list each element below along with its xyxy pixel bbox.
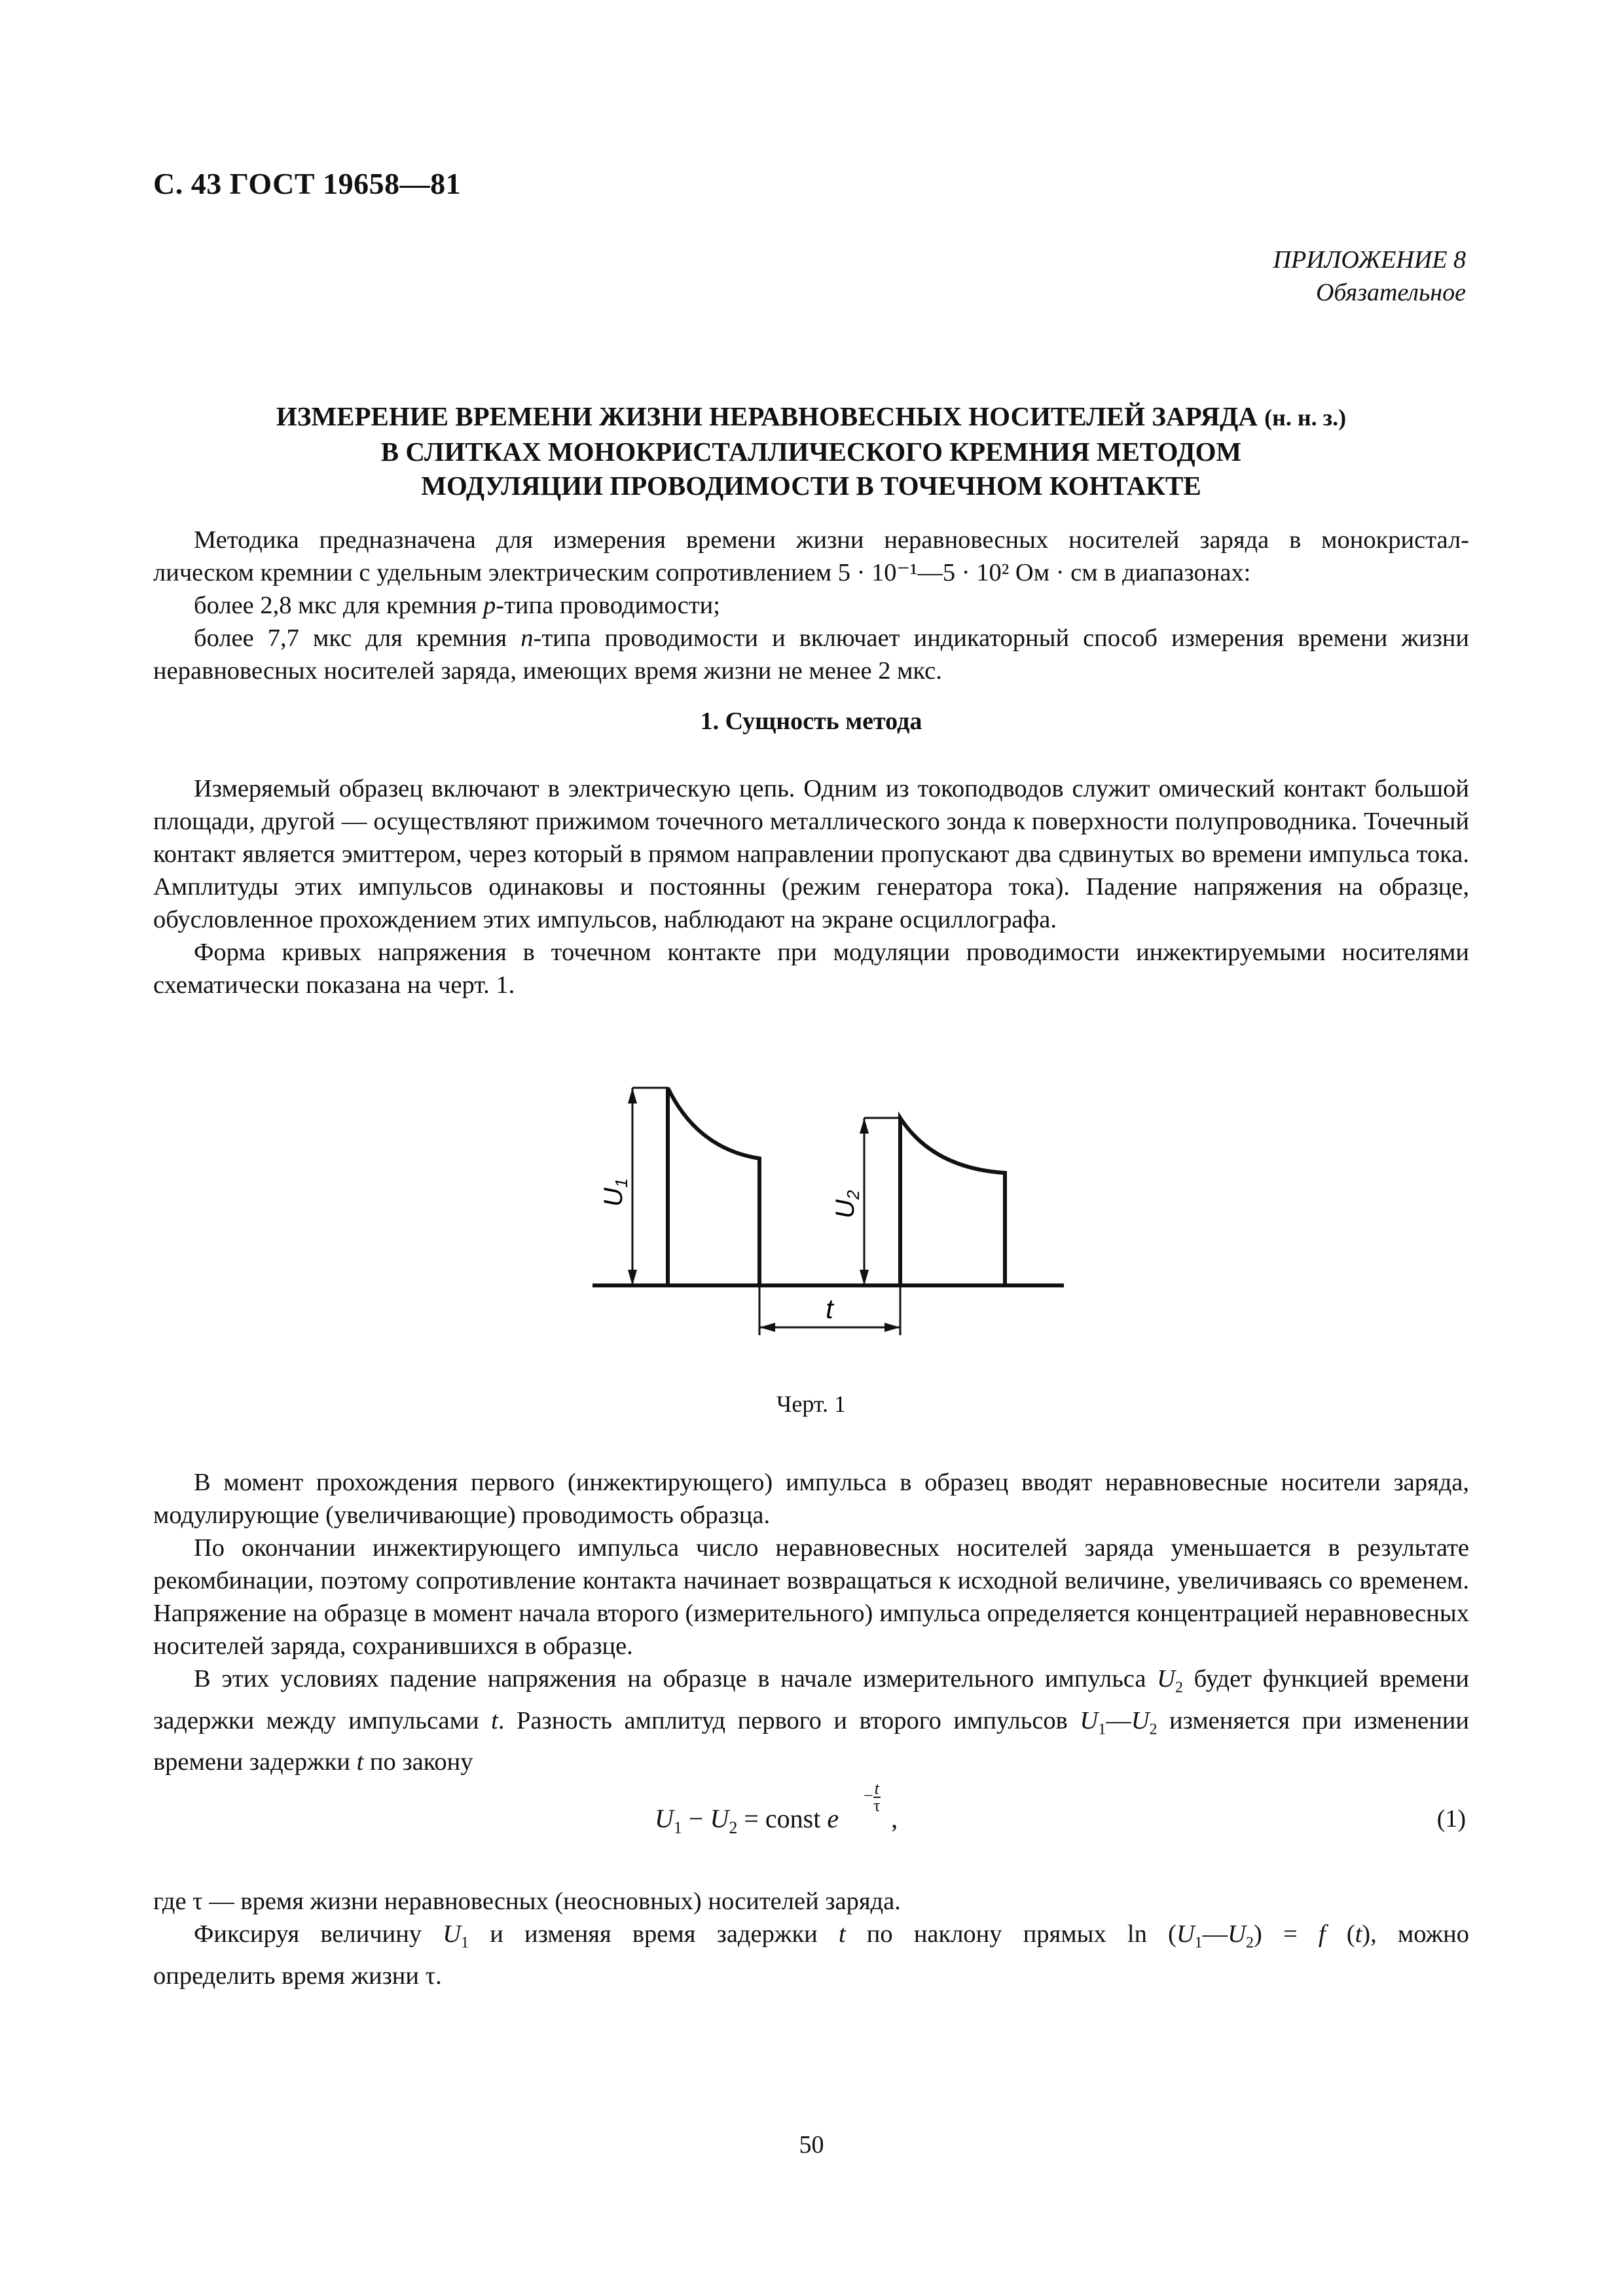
where-line: где τ — время жизни неравновесных (неосновных) носителей заряда.: [153, 1888, 901, 1915]
page-number: 50: [799, 2131, 824, 2159]
u2-arrow-bottom: [860, 1270, 869, 1285]
essence-paragraph-2: Форма кривых напряжения в точечном контакте при модуляции проводимости инжектируемыми носителями схематически показана на черт. 1.: [153, 939, 1469, 999]
title-line-3: МОДУЛЯЦИИ ПРОВОДИМОСТИ В ТОЧЕЧНОМ КОНТАКТЕ: [421, 471, 1201, 501]
intro-line-1: Методика предназначена для измерения времени жизни неравновесных носителей заряда в монокристал-: [194, 526, 1469, 554]
essence-paragraph-1: Измеряемый образец включают в электрическую цепь. Одним из токоподводов служит омический контакт большой площади, другой — осуществляют прижимом точечного металлического зонда к поверхности полупроводника. Точечный контакт является эмиттером, через который в прямом направлении пропускают два сдвинутых во времени импульса тока. Амплитуды этих импульсов одинаковы и постоянны (режим генератора тока). Падение напряжения на образце, обусловленное прохождением этих импульсов, наблюдают на экране осциллографа.: [153, 775, 1469, 933]
annex-block: [1273, 243, 1466, 309]
u1-label: $U_1$: [599, 1178, 631, 1207]
u1-arrow-bottom: [628, 1270, 637, 1285]
annex-title: ПРИЛОЖЕНИЕ 8: [1273, 246, 1466, 274]
formula-number: (1): [1436, 1805, 1466, 1833]
intro-text: [153, 524, 1469, 687]
u2-arrow-top: [860, 1118, 869, 1134]
figure-caption: Черт. 1: [776, 1391, 846, 1417]
formula-1: $U_1 - U_2$ = const e − $\frac{t}{\tau}$ ,: [655, 1779, 898, 1837]
fix-line-2: определить время жизни τ.: [153, 1962, 442, 1990]
pulse-diagram: [576, 1073, 1100, 1355]
title-line-2: В СЛИТКАХ МОНОКРИСТАЛЛИЧЕСКОГО КРЕМНИЯ МЕТОДОМ: [380, 437, 1242, 467]
document-title: [153, 399, 1469, 503]
explanation-paragraph-1: В момент прохождения первого (инжектирующего) импульса в образец вводят неравновесные носители заряда, модулирующие (увеличивающие) проводимость образца.: [153, 1469, 1469, 1529]
section-heading: 1. Сущность метода: [700, 708, 922, 735]
document-header: С. 43 ГОСТ 19658—81: [153, 167, 462, 200]
u1-arrow-top: [628, 1088, 637, 1103]
formula-exponent: − $\frac{t}{\tau}$: [864, 1779, 881, 1815]
u2-label: $U_2$: [831, 1190, 863, 1219]
intro-n-type: более 7,7 мкс для кремния n-типа проводимости и включает индикаторный способ измерения времени жизни неравновесных носителей заряда, имеющих время жизни не менее 2 мкс.: [153, 624, 1470, 685]
intro-p-type: более 2,8 мкс для кремния p-типа проводимости;: [194, 592, 720, 619]
pulse-2: [900, 1118, 1005, 1285]
explanation-paragraph-3: В этих условиях падение напряжения на образце в начале измерительного импульса $U_2$ будет функцией времени задержки между импульсами t. Разность амплитуд первого и второго импульсов $U_1—U_2$ изменяется при изменении времени задержки t по закону: [153, 1665, 1470, 1776]
t-label: t: [826, 1293, 833, 1324]
t-arrow-right: [884, 1323, 900, 1332]
annex-status: Обязательное: [1315, 279, 1466, 306]
title-line-1: ИЗМЕРЕНИЕ ВРЕМЕНИ ЖИЗНИ НЕРАВНОВЕСНЫХ НОСИТЕЛЕЙ ЗАРЯДА (н. н. з.): [276, 401, 1347, 431]
fix-line-1: Фиксируя величину $U_1$ и изменяя время задержки t по наклону прямых $\ln (U_1—U_2) = f$ (t), можно: [194, 1920, 1469, 1952]
explanation-text: [153, 1466, 1469, 1778]
explanation-paragraph-2: По окончании инжектирующего импульса число неравновесных носителей заряда уменьшается в результате рекомбинации, поэтому сопротивление контакта начинает возвращаться к исходной величине, увеличиваясь со временем. Напряжение на образце в момент начала второго (измерительного) импульса определяется концентрацией неравновесных носителей заряда, сохранившихся в образце.: [153, 1534, 1469, 1660]
intro-line-2: лическом кремнии с удельным электрическим сопротивлением 5 · 10⁻¹—5 · 10² Ом · см в диапазонах:: [153, 559, 1251, 586]
essence-text: [153, 772, 1469, 1001]
title-abbrev: (н. н. з.): [1264, 404, 1347, 431]
conclusion-text: [153, 1885, 1469, 1992]
pulse-1: [668, 1088, 759, 1285]
t-arrow-left: [759, 1323, 775, 1332]
